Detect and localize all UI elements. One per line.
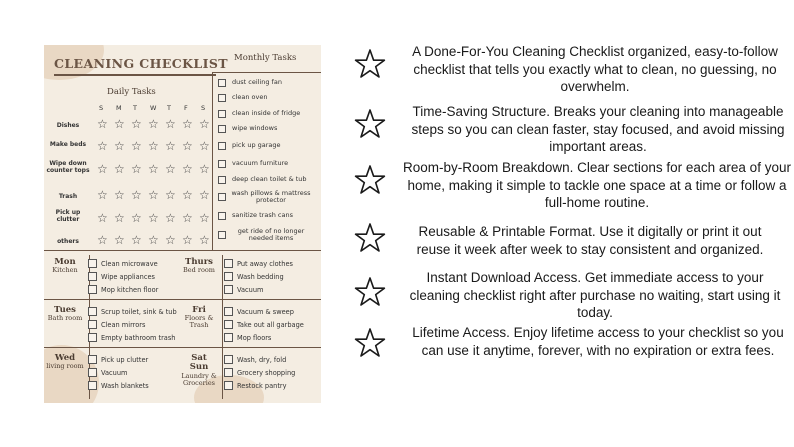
- monthly-task: dust ceiling fan: [232, 78, 282, 86]
- star-checkbox[interactable]: ☆: [165, 139, 176, 153]
- monthly-checkbox[interactable]: [218, 79, 226, 87]
- title-underline: [54, 74, 216, 76]
- weekday-heading: [46, 258, 84, 274]
- day-header: M: [116, 104, 122, 112]
- monthly-task: deep clean toilet & tub: [232, 175, 307, 183]
- feature-text: A Done-For-You Cleaning Checklist organized, easy-to-follow checklist that tells you exactly what to clean, no guessing, no overwhelm.: [412, 44, 778, 94]
- task-label: Pick up clutter: [101, 356, 149, 364]
- day-header: S: [201, 104, 206, 112]
- star-checkbox[interactable]: ☆: [148, 188, 159, 202]
- star-checkbox[interactable]: ☆: [148, 162, 159, 176]
- day-header: S: [99, 104, 104, 112]
- feature-text: Lifetime Access. Enjoy lifetime access to your checklist so you can use it anytime, forever, with no expiration or extra fees.: [412, 325, 784, 358]
- monthly-task: vacuum furniture: [232, 159, 289, 167]
- monthly-task: wash pillows & mattress protector: [231, 189, 311, 205]
- star-checkbox[interactable]: ☆: [199, 139, 210, 153]
- divider: [222, 255, 223, 399]
- divider: [44, 250, 321, 251]
- divider: [212, 72, 213, 250]
- task-label: Wash, dry, fold: [237, 356, 287, 364]
- task-checkbox[interactable]: [224, 259, 233, 268]
- star-checkbox[interactable]: ☆: [199, 162, 210, 176]
- star-checkbox[interactable]: ☆: [114, 162, 125, 176]
- task-label: Mop floors: [237, 334, 272, 342]
- task-checkbox[interactable]: [88, 285, 97, 294]
- daily-row-label: others: [57, 238, 79, 246]
- day-header: T: [167, 104, 171, 112]
- star-checkbox[interactable]: ☆: [97, 139, 108, 153]
- daily-row-label: Make beds: [49, 140, 87, 148]
- weekday-name: Thurs: [185, 257, 213, 267]
- star-checkbox[interactable]: ☆: [165, 117, 176, 131]
- task-checkbox[interactable]: [224, 381, 233, 390]
- task-checkbox[interactable]: [88, 307, 97, 316]
- star-checkbox[interactable]: ☆: [131, 162, 142, 176]
- weekday-name: Fri: [192, 305, 206, 315]
- task-label: Wash blankets: [101, 382, 149, 390]
- monthly-checkbox[interactable]: [218, 212, 226, 220]
- task-checkbox[interactable]: [224, 272, 233, 281]
- weekday-name: Tues: [54, 305, 76, 315]
- monthly-task: clean inside of fridge: [232, 109, 301, 117]
- weekday-room: living room: [46, 362, 84, 371]
- weekday-room: Floors & Trash: [184, 314, 214, 330]
- monthly-checkbox[interactable]: [218, 142, 226, 150]
- weekday-name: Wed: [54, 353, 76, 363]
- task-label: Empty bathroom trash: [101, 334, 176, 342]
- feature-text: Room-by-Room Breakdown. Clear sections for each area of your home, making it simple to tackle one space at a time or follow a full-home routine.: [403, 160, 791, 210]
- feature-text: Reusable & Printable Format. Use it digitally or print it out reuse it week after week to stay consistent and organized.: [416, 224, 764, 257]
- task-checkbox[interactable]: [88, 381, 97, 390]
- daily-row-label: Dishes: [56, 122, 80, 130]
- weekday-room: Bath room: [47, 314, 83, 323]
- task-label: Put away clothes: [237, 260, 293, 268]
- star-checkbox[interactable]: ☆: [182, 188, 193, 202]
- star-checkbox[interactable]: ☆: [148, 139, 159, 153]
- star-checkbox[interactable]: ☆: [131, 233, 142, 247]
- task-label: Vacuum: [237, 286, 264, 294]
- star-checkbox[interactable]: ☆: [131, 211, 142, 225]
- star-checkbox[interactable]: ☆: [114, 233, 125, 247]
- star-checkbox[interactable]: ☆: [199, 188, 210, 202]
- star-icon: [354, 222, 386, 254]
- day-header: W: [150, 104, 157, 112]
- monthly-task: sanitize trash cans: [232, 211, 293, 219]
- star-checkbox[interactable]: ☆: [165, 162, 176, 176]
- weekday-heading: [180, 306, 218, 330]
- weekday-name: Sun: [189, 362, 209, 373]
- task-label: Scrup toilet, sink & tub: [101, 308, 177, 316]
- weekday-name: Sat: [191, 353, 207, 363]
- weekday-heading: [180, 354, 218, 387]
- task-checkbox[interactable]: [88, 333, 97, 342]
- star-checkbox[interactable]: ☆: [131, 188, 142, 202]
- star-checkbox[interactable]: ☆: [199, 233, 210, 247]
- task-checkbox[interactable]: [224, 320, 233, 329]
- task-label: Vacuum: [101, 369, 128, 377]
- weekday-heading: [46, 306, 84, 322]
- star-checkbox[interactable]: ☆: [165, 188, 176, 202]
- star-checkbox[interactable]: ☆: [148, 233, 159, 247]
- task-checkbox[interactable]: [88, 259, 97, 268]
- star-checkbox[interactable]: ☆: [97, 233, 108, 247]
- checklist-title: CLEANING CHECKLIST: [54, 56, 228, 71]
- monthly-checkbox[interactable]: [218, 94, 226, 102]
- star-icon: [354, 108, 386, 140]
- task-label: Restock pantry: [237, 382, 287, 390]
- task-label: Wash bedding: [237, 273, 284, 281]
- task-label: Wipe appliances: [101, 273, 155, 281]
- star-checkbox[interactable]: ☆: [199, 117, 210, 131]
- star-checkbox[interactable]: ☆: [97, 211, 108, 225]
- task-checkbox[interactable]: [88, 355, 97, 364]
- task-label: Vacuum & sweep: [237, 308, 294, 316]
- divider: [212, 72, 321, 73]
- star-checkbox[interactable]: ☆: [182, 211, 193, 225]
- task-checkbox[interactable]: [88, 272, 97, 281]
- weekday-heading: [46, 354, 84, 370]
- monthly-checkbox[interactable]: [218, 110, 226, 118]
- task-label: Grocery shopping: [237, 369, 296, 377]
- task-label: Mop kitchen floor: [101, 286, 159, 294]
- star-checkbox[interactable]: ☆: [182, 139, 193, 153]
- star-checkbox[interactable]: ☆: [97, 117, 108, 131]
- weekday-heading: [180, 258, 218, 274]
- day-header: T: [133, 104, 137, 112]
- divider: [44, 347, 321, 348]
- task-checkbox[interactable]: [224, 333, 233, 342]
- daily-tasks-title: Daily Tasks: [107, 87, 156, 97]
- star-checkbox[interactable]: ☆: [165, 233, 176, 247]
- star-checkbox[interactable]: ☆: [182, 162, 193, 176]
- star-checkbox[interactable]: ☆: [148, 117, 159, 131]
- monthly-tasks-title: Monthly Tasks: [234, 53, 297, 63]
- star-checkbox[interactable]: ☆: [165, 211, 176, 225]
- task-label: Clean mirrors: [101, 321, 146, 329]
- star-icon: [354, 48, 386, 80]
- star-checkbox[interactable]: ☆: [114, 188, 125, 202]
- daily-row-label: Trash: [58, 193, 78, 201]
- star-checkbox[interactable]: ☆: [114, 117, 125, 131]
- monthly-checkbox[interactable]: [218, 160, 226, 168]
- star-checkbox[interactable]: ☆: [114, 139, 125, 153]
- star-icon: [354, 164, 386, 196]
- star-checkbox[interactable]: ☆: [182, 117, 193, 131]
- star-checkbox[interactable]: ☆: [199, 211, 210, 225]
- monthly-task: wipe windows: [232, 124, 278, 132]
- task-checkbox[interactable]: [224, 355, 233, 364]
- star-checkbox[interactable]: ☆: [114, 211, 125, 225]
- star-checkbox[interactable]: ☆: [131, 117, 142, 131]
- monthly-checkbox[interactable]: [218, 193, 226, 201]
- task-checkbox[interactable]: [224, 307, 233, 316]
- task-checkbox[interactable]: [224, 285, 233, 294]
- divider: [44, 299, 321, 300]
- task-label: Take out all garbage: [237, 321, 304, 329]
- checklist-sheet: [44, 45, 321, 403]
- task-checkbox[interactable]: [224, 368, 233, 377]
- weekday-name: Mon: [54, 257, 76, 267]
- task-label: Clean microwave: [101, 260, 158, 268]
- feature-text: Instant Download Access. Get immediate access to your cleaning checklist right after purchase no waiting, start using it today.: [409, 270, 781, 320]
- monthly-task: get ride of no longer needed items: [237, 227, 305, 243]
- star-checkbox[interactable]: ☆: [182, 233, 193, 247]
- star-checkbox[interactable]: ☆: [148, 211, 159, 225]
- weekday-room: Laundry & Groceries: [181, 371, 217, 387]
- monthly-task: pick up garage: [232, 141, 281, 149]
- day-header: F: [184, 104, 188, 112]
- task-checkbox[interactable]: [88, 368, 97, 377]
- star-checkbox[interactable]: ☆: [97, 188, 108, 202]
- daily-row-label: Pick up clutter: [55, 209, 81, 224]
- task-checkbox[interactable]: [88, 320, 97, 329]
- monthly-checkbox[interactable]: [218, 231, 226, 239]
- monthly-task: clean oven: [232, 93, 268, 101]
- weekday-room: Bed room: [183, 266, 215, 275]
- star-checkbox[interactable]: ☆: [97, 162, 108, 176]
- daily-row-label: Wipe down counter tops: [46, 160, 90, 175]
- star-checkbox[interactable]: ☆: [131, 139, 142, 153]
- monthly-checkbox[interactable]: [218, 176, 226, 184]
- weekday-room: Kitchen: [52, 266, 78, 275]
- feature-text: Time-Saving Structure. Breaks your cleaning into manageable steps so you can clean faster, stay focused, and avoid missing important areas.: [411, 104, 785, 154]
- star-icon: [354, 327, 386, 359]
- star-icon: [354, 276, 386, 308]
- monthly-checkbox[interactable]: [218, 125, 226, 133]
